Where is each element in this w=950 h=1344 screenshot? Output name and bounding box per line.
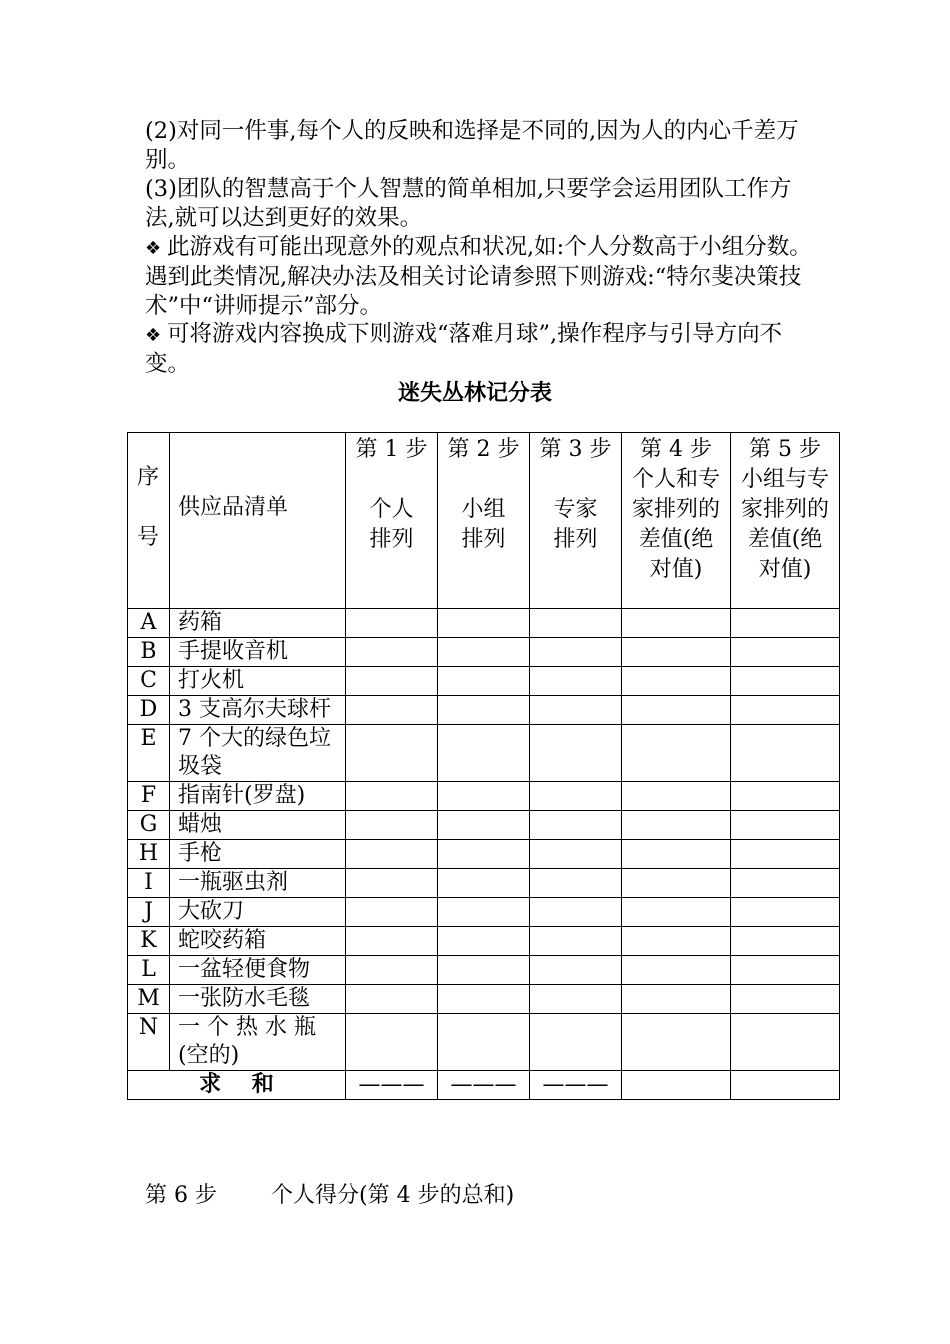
note-text: 此游戏有可能出现意外的观点和状况,如:个人分数高于小组分数。遇到此类情况,解决办法及相关讨论请参照下则游戏:“特尔斐决策技术”中“讲师提示”部分。 — [145, 234, 812, 319]
header-seq-bottom: 号 — [137, 525, 160, 550]
header-step2 — [438, 433, 530, 609]
row-item: 一盆轻便食物 — [170, 956, 346, 985]
row-label: I — [128, 869, 170, 898]
header-step4-sub: 个人和专家排列的差值(绝对值) — [632, 467, 721, 582]
row-item: 蛇咬药箱 — [170, 927, 346, 956]
sum-step3-dash: ——— — [530, 1071, 622, 1100]
header-step4 — [622, 433, 731, 609]
row-label: E — [128, 725, 170, 782]
paragraph-point-3: (3)团队的智慧高于个人智慧的简单相加,只要学会运用团队工作方法,就可以达到更好的效果。 — [145, 176, 792, 231]
row-label: H — [128, 840, 170, 869]
header-step1 — [346, 433, 438, 609]
table-row — [128, 609, 840, 638]
paragraph-point-2: (2)对同一件事,每个人的反映和选择是不同的,因为人的内心千差万别。 — [145, 118, 799, 173]
table-row — [128, 840, 840, 869]
row-label: K — [128, 927, 170, 956]
row-label: F — [128, 782, 170, 811]
row-item: 打火机 — [170, 667, 346, 696]
table-row — [128, 1014, 840, 1071]
header-supply-list: 供应品清单 — [170, 433, 346, 609]
table-row — [128, 956, 840, 985]
row-label: L — [128, 956, 170, 985]
header-step5 — [731, 433, 840, 609]
row-label: M — [128, 985, 170, 1014]
row-item: 手枪 — [170, 840, 346, 869]
header-step1-title: 第 1 步 — [355, 437, 428, 462]
sum-step1-dash: ——— — [346, 1071, 438, 1100]
sum-label: 求 和 — [128, 1071, 346, 1100]
score-table — [127, 432, 840, 1100]
footer-step-label: 第 6 步 — [145, 1183, 217, 1208]
row-item: 指南针(罗盘) — [170, 782, 346, 811]
row-label: B — [128, 638, 170, 667]
note-text: 可将游戏内容换成下则游戏“落难月球”,操作程序与引导方向不变。 — [145, 321, 783, 377]
header-step2-title: 第 2 步 — [447, 437, 520, 462]
row-item: 一 个 热 水 瓶(空的) — [170, 1014, 346, 1071]
table-row — [128, 869, 840, 898]
table-row — [128, 985, 840, 1014]
header-step4-title: 第 4 步 — [640, 437, 712, 462]
row-label: A — [128, 609, 170, 638]
row-item: 一张防水毛毯 — [170, 985, 346, 1014]
footer-step6 — [145, 1178, 514, 1209]
table-row — [128, 927, 840, 956]
row-item: 蜡烛 — [170, 811, 346, 840]
paragraph-note-replace — [145, 320, 815, 379]
header-step5-title: 第 5 步 — [749, 437, 821, 462]
row-label: G — [128, 811, 170, 840]
row-label: D — [128, 696, 170, 725]
row-item: 7 个大的绿色垃圾袋 — [170, 725, 346, 782]
header-step1-sub: 个人排列 — [369, 497, 414, 552]
table-row — [128, 811, 840, 840]
row-item: 大砍刀 — [170, 898, 346, 927]
table-row — [128, 638, 840, 667]
row-label: C — [128, 667, 170, 696]
table-title: 迷失丛林记分表 — [397, 381, 552, 406]
table-row — [128, 782, 840, 811]
sum-row — [128, 1071, 840, 1100]
header-step3-sub: 专家排列 — [553, 497, 598, 552]
table-row — [128, 696, 840, 725]
header-seq — [128, 433, 170, 609]
row-item: 手提收音机 — [170, 638, 346, 667]
sum-step2-dash: ——— — [438, 1071, 530, 1100]
header-step5-sub: 小组与专家排列的差值(绝对值) — [741, 467, 830, 582]
row-item: 药箱 — [170, 609, 346, 638]
table-row — [128, 667, 840, 696]
row-item: 3 支高尔夫球杆 — [170, 696, 346, 725]
row-label: J — [128, 898, 170, 927]
table-row — [128, 725, 840, 782]
header-step3-title: 第 3 步 — [539, 437, 612, 462]
header-step3 — [530, 433, 622, 609]
row-item: 一瓶驱虫剂 — [170, 869, 346, 898]
paragraph-note-unexpected — [145, 233, 815, 321]
diamond-bullet-icon: ❖ — [145, 325, 162, 346]
header-step2-sub: 小组排列 — [461, 497, 506, 552]
row-label: N — [128, 1014, 170, 1071]
header-seq-top: 序 — [137, 465, 160, 490]
diamond-bullet-icon: ❖ — [145, 238, 162, 259]
table-row — [128, 898, 840, 927]
footer-text: 个人得分(第 4 步的总和) — [271, 1183, 515, 1208]
